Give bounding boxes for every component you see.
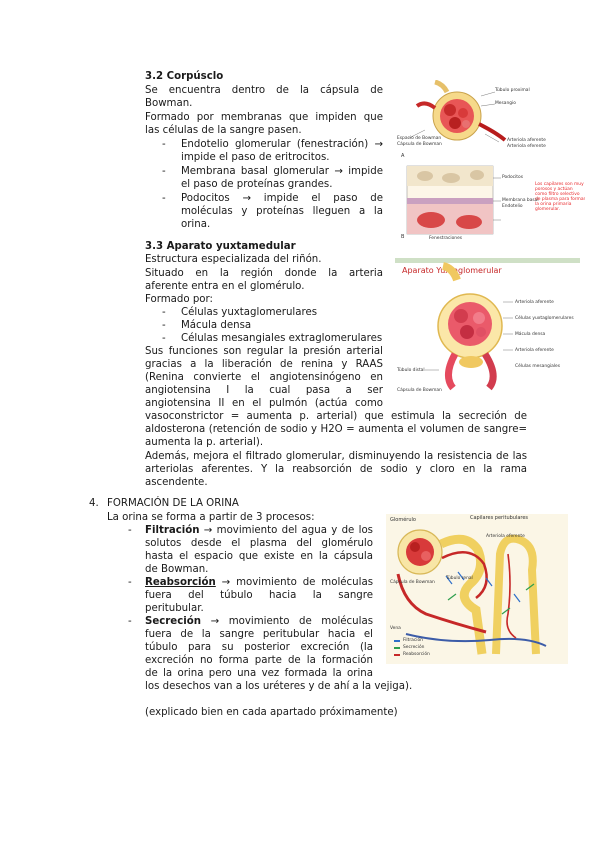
bullet-dash: - <box>162 333 166 344</box>
text-line: impide el paso de eritrocitos. <box>181 152 330 163</box>
bullet-dash: - <box>128 616 132 627</box>
text-line: Sus funciones son regular la presión arterial <box>145 346 383 357</box>
section-heading-corpusculo: 3.2 Corpúsclo <box>145 71 224 82</box>
text-line: solutos desde el plasma del glomérulo <box>145 538 373 549</box>
text-line: Formado por membranas que impiden que <box>145 112 383 123</box>
figure-title: Aparato Yuxtaglomerular <box>402 266 502 275</box>
text-span: → movimiento del agua y de los <box>199 525 373 536</box>
figure-label: Túbulo distal <box>397 368 425 373</box>
process-secrecion-line1 <box>145 615 373 629</box>
text-line: arteriolas aferentes. Y la reabsorción de sodio y cloro en la rama <box>145 464 527 475</box>
text-line: Bowman. <box>145 98 193 109</box>
figure-annotation-red: porosos y actúan <box>535 187 573 192</box>
text-span: → movimiento de moléculas <box>215 577 373 588</box>
figure-juxtaglomerular <box>395 258 580 398</box>
figure-annotation-red: Los capilares son muy <box>535 182 584 187</box>
text-line: los desechos van a los uréteres y de ahí a la vejiga). <box>145 681 413 692</box>
figure-label: Túbulo renal <box>446 576 473 581</box>
bullet-dash: - <box>162 193 166 204</box>
text-line: aldosterona (retención de sodio y H2O = aumenta el volumen de sangre= <box>145 424 527 435</box>
figure-label: Membrana basal <box>502 198 539 203</box>
text-line: ascendente. <box>145 477 208 488</box>
note-text: (explicado bien en cada apartado próximamente) <box>145 707 398 718</box>
figure-label: Fenestraciones <box>429 236 463 241</box>
figure-label: Mesangio <box>495 101 516 106</box>
figure-renal-corpuscle <box>395 80 585 244</box>
figure-label: Endotelio <box>502 204 523 209</box>
text-line: (Renina convierte el angiotensinógeno en <box>145 372 383 383</box>
text-line: excreción no forma parte de la formación <box>145 655 373 666</box>
text-line: de la orina pero una vez formada la orina <box>145 668 373 679</box>
text-line: Podocitos → impide el paso de <box>181 193 383 204</box>
bullet-dash: - <box>162 166 166 177</box>
figure-label: Arteriola eferente <box>486 534 525 539</box>
figure-label: Células mesangiales <box>515 364 561 369</box>
text-line: vasoconstrictor = aumenta p. arterial) que estimula la secreción de <box>145 411 527 422</box>
term-secrecion: Secreción <box>145 616 202 627</box>
text-line: de Bowman. <box>145 564 209 575</box>
figure-panel-letter: B <box>401 234 405 240</box>
figure-annotation-red: como filtro selectivo <box>535 192 580 197</box>
figure-label: Podocitos <box>502 175 523 180</box>
text-line: moléculas y proteínas lleguen a la <box>181 206 383 217</box>
bullet-dash: - <box>162 139 166 150</box>
list-item: Células mesangiales extraglomerulares <box>181 333 383 344</box>
figure-label: Cápsula de Bowman <box>390 580 435 585</box>
figure-label: Espacio de Bowman <box>397 136 442 141</box>
text-line: La orina se forma a partir de 3 procesos: <box>107 512 315 523</box>
bullet-dash: - <box>128 525 132 536</box>
text-line: Formado por: <box>145 294 213 305</box>
text-line: Endotelio glomerular (fenestración) → <box>181 139 383 150</box>
term-reabsorcion: Reabsorción <box>145 577 216 588</box>
figure-annotation-red: de plasma para formar <box>535 197 585 202</box>
section-heading-formacion: FORMACIÓN DE LA ORINA <box>107 498 239 509</box>
process-filtracion-line1 <box>145 524 373 538</box>
section-heading-aparato: 3.3 Aparato yuxtamedular <box>145 241 296 252</box>
text-line: aferente entra en el glomérulo. <box>145 281 305 292</box>
text-line: las células de la sangre pasen. <box>145 125 302 136</box>
juxtaglomerular-illustration <box>395 258 580 398</box>
list-item: Células yuxtaglomerulares <box>181 307 318 318</box>
figure-label: Células yuxtaglomerulares <box>515 316 574 321</box>
legend-filtracion: Filtración <box>403 638 423 643</box>
text-line: gracias a la liberación de renina y RAAS <box>145 359 383 370</box>
text-line: aumenta la p. arterial). <box>145 437 264 448</box>
figure-label: Capilares peritubulares <box>470 515 529 521</box>
text-line: Estructura especializada del riñón. <box>145 254 322 265</box>
figure-label: Cápsula de Bowman <box>397 142 442 147</box>
term-filtracion: Filtración <box>145 525 200 536</box>
legend-secrecion: Secreción <box>403 645 425 650</box>
list-item: Mácula densa <box>181 320 252 331</box>
text-span: → movimiento de moléculas <box>201 616 373 627</box>
text-line: angiotensina I la cual pasa a ser <box>145 385 383 396</box>
text-line: Situado en la región donde la arteria <box>145 268 383 279</box>
text-line: angiotensina II en el pulmón (actúa como <box>145 398 383 409</box>
figure-label: Arteriola eferente <box>515 348 554 353</box>
figure-label: Túbulo proximal <box>495 88 530 93</box>
text-line: el paso de proteínas grandes. <box>181 179 333 190</box>
text-line: túbulo para su posterior excreción (la <box>145 642 373 653</box>
corpuscle-illustration <box>395 80 585 244</box>
text-line: orina. <box>181 219 211 230</box>
legend-reabsorcion: Reabsorción <box>403 652 430 657</box>
text-line: Membrana basal glomerular → impide <box>181 166 383 177</box>
text-line: Además, mejora el filtrado glomerular, disminuyendo la resistencia de las <box>145 451 527 462</box>
figure-nephron-processes <box>386 514 568 664</box>
figure-panel-letter: A <box>401 153 405 159</box>
figure-label: Arteriola aferente <box>507 138 546 143</box>
text-line: Se encuentra dentro de la cápsula de <box>145 85 383 96</box>
figure-label: Mácula densa <box>515 332 546 337</box>
text-line: fuera del túbulo hacia la sangre <box>145 590 373 601</box>
section-number: 4. <box>89 498 99 509</box>
text-line: fuera de la sangre peritubular hacia el <box>145 629 373 640</box>
figure-label: Vena <box>390 626 401 631</box>
figure-annotation-red: glomerular. <box>535 207 560 212</box>
bullet-dash: - <box>128 577 132 588</box>
figure-label: Arteriola eferente <box>507 144 546 149</box>
figure-annotation-red: la orina primaria <box>535 202 572 207</box>
bullet-dash: - <box>162 307 166 318</box>
bullet-dash: - <box>162 320 166 331</box>
figure-label: Arteriola aferente <box>515 300 554 305</box>
text-line: peritubular. <box>145 603 204 614</box>
text-line: hasta el espacio que existe en la cápsula <box>145 551 373 562</box>
figure-label: Glomérulo <box>390 517 416 523</box>
figure-label: Cápsula de Bowman <box>397 388 442 393</box>
process-reabsorcion-line1 <box>145 576 373 590</box>
